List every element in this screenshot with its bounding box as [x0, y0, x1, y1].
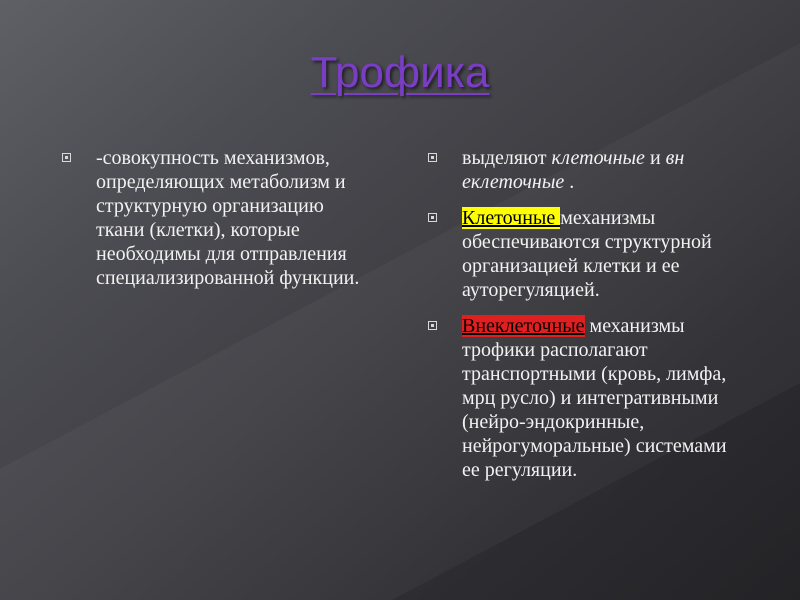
item-suffix: .: [564, 171, 575, 193]
left-bullet-item: [62, 146, 362, 290]
left-column: [62, 146, 362, 302]
term-cellular: клеточные: [551, 147, 645, 169]
square-bullet-icon: [428, 213, 437, 222]
definition-text: -совокупность механизмов, определяющих метаболизм и структурную организацию ткани (клетки), которые необходимы для отправления специализированной функции.: [96, 147, 360, 289]
square-bullet-icon: [428, 321, 437, 330]
right-bullet-item-3: [428, 314, 728, 482]
highlight-cellular: Клеточные: [462, 207, 561, 229]
highlight-extracellular: Внеклеточные: [462, 315, 585, 337]
slide-title: Трофика: [310, 48, 490, 97]
right-bullet-item-1: [428, 146, 728, 194]
cellular-description: механизмы обеспечиваются структурной организацией клетки и ее ауторегуляцией.: [462, 207, 712, 301]
right-column: [428, 146, 728, 494]
square-bullet-icon: [428, 153, 437, 162]
square-bullet-icon: [62, 153, 71, 162]
item-prefix: выделяют: [462, 147, 552, 169]
extracellular-description: механизмы трофики располагают транспортными (кровь, лимфа, мрц русло) и интегративными (нейро-эндокринные, нейрогуморальные) системами ее регуляции.: [462, 315, 727, 481]
term-extracellular: вн еклеточные: [462, 147, 685, 193]
right-bullet-item-2: [428, 206, 728, 302]
item-middle: и: [644, 147, 666, 169]
